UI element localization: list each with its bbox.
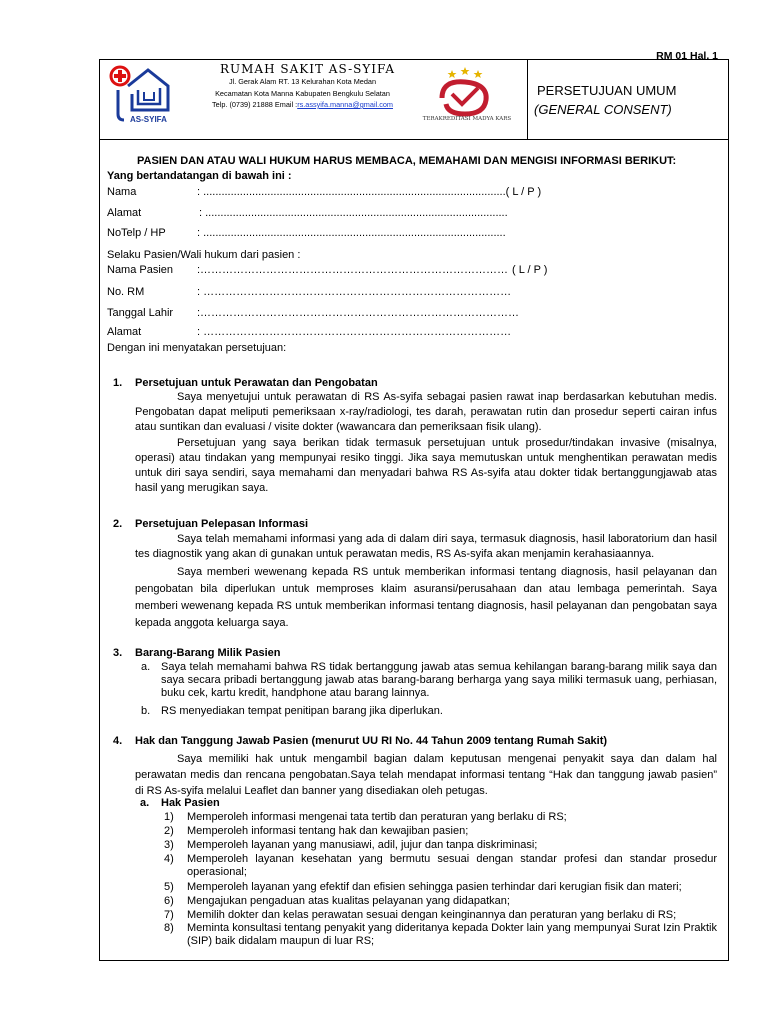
section-2-number: 2.	[113, 518, 123, 530]
document-title: PERSETUJUAN UMUM	[537, 83, 677, 98]
gender-option: ( L / P )	[512, 264, 548, 276]
statement-text: Dengan ini menyatakan persetujuan:	[107, 342, 287, 354]
section-4a-title: Hak Pasien	[161, 797, 220, 809]
right-7-text: Memilih dokter dan kelas perawatan sesuai dengan keinginannya dan peraturan yang berlaku di RS;	[187, 909, 677, 921]
header-vertical-divider	[527, 59, 528, 139]
alamat-pasien-label: Alamat	[107, 326, 142, 338]
alamat-pasien-field[interactable]: : …………………………………………………………………………	[197, 326, 512, 338]
section-1-title: Persetujuan untuk Perawatan dan Pengobatan	[135, 377, 378, 389]
hospital-name: RUMAH SAKIT AS-SYIFA	[219, 62, 395, 76]
section-4-title: Hak dan Tanggung Jawab Pasien (menurut UU RI No. 44 Tahun 2009 tentang Rumah Sakit)	[135, 735, 608, 747]
kars-accreditation-logo	[430, 64, 500, 118]
section-4-number: 4.	[113, 735, 123, 747]
no-rm-label: No. RM	[107, 286, 145, 298]
alamat-label: Alamat	[107, 207, 142, 219]
nama-field[interactable]: : ...................................................................................................( L / P )	[197, 186, 542, 198]
nama-pasien-label: Nama Pasien	[107, 264, 174, 276]
nama-label: Nama	[107, 186, 137, 198]
right-1-text: Memperoleh informasi mengenai tata tertib dan peraturan yang berlaku di RS;	[187, 811, 567, 823]
nama-pasien-field[interactable]: :…………………………………………………………………………	[197, 264, 509, 276]
selaku-text: Selaku Pasien/Wali hukum dari pasien :	[107, 249, 301, 261]
accreditation-label: TERAKREDITASI MADYA KARS	[422, 116, 512, 122]
section-3-a-text: Saya telah memahami bahwa RS tidak bertanggung jawab atas semua kehilangan barang-barang milik saya dan saya secara pribadi bertanggung jawab atas barang-barang berharga yang saya miliki termasuk uang, perhiasan, buku cek, kartu kredit, handphone atau barang lainnya.	[161, 661, 717, 699]
section-3-b-label: b.	[141, 705, 151, 717]
header-divider	[99, 139, 729, 140]
section-3-b-text: RS menyediakan tempat penitipan barang jika diperlukan.	[161, 705, 443, 717]
right-6-number: 6)	[164, 895, 174, 907]
right-7-number: 7)	[164, 909, 174, 921]
section-3-number: 3.	[113, 647, 123, 659]
section-3-a-label: a.	[141, 661, 151, 673]
right-8-number: 8)	[164, 922, 174, 934]
form-code: RM 01 Hal. 1	[656, 50, 718, 62]
notelp-label: NoTelp / HP	[107, 227, 166, 239]
right-2-number: 2)	[164, 825, 174, 837]
alamat-field[interactable]: : ...................................................................................................	[199, 207, 508, 219]
right-3-text: Memperoleh layanan yang manusiawi, adil, jujur dan tanpa diskriminasi;	[187, 839, 538, 851]
right-4-number: 4)	[164, 853, 174, 865]
right-4-text: Memperoleh layanan kesehatan yang bermutu sesuai dengan standar profesi dan standar prosedur operasional;	[187, 853, 717, 878]
section-2-paragraph-2: Saya memberi wewenang kepada RS untuk memberikan informasi tentang diagnosis, hasil pelayanan dan pengobatan bila diperlukan untuk memproses klaim asuransi/perusahaan dan atau lembaga pemerintah. Saya memberi wewenang kepada RS untuk memberikan informasi tentang diagnosis, hasil pelayanan dan pengobatan saya kepada anggota keluarga saya.	[135, 566, 717, 629]
section-3-title: Barang-Barang Milik Pasien	[135, 647, 281, 659]
logo-text: AS-SYIFA	[130, 115, 167, 124]
phone-text: Telp. (0739) 21888 Email :	[212, 100, 298, 109]
email-link[interactable]: rs.assyifa.manna@gmail.com	[297, 100, 393, 109]
section-1-paragraph-2: Persetujuan yang saya berikan tidak termasuk persetujuan untuk prosedur/tindakan invasive (misalnya, operasi) atau tindakan yang mempunyai resiko tinggi. Jika saya memutuskan untuk menghentikan perawatan medis untuk diri saya sendiri, saya memahami dan menyadari bahwa RS As-syifa atau dokter tidak bertanggungjawab atas hasil yang merugikan saya.	[135, 437, 717, 494]
right-2-text: Memperoleh informasi tentang hak dan kewajiban pasien;	[187, 825, 469, 837]
signer-label: Yang bertandatangan di bawah ini :	[107, 170, 292, 182]
instruction-heading: PASIEN DAN ATAU WALI HUKUM HARUS MEMBACA, MEMAHAMI DAN MENGISI INFORMASI BERIKUT:	[137, 155, 677, 167]
address-line-1: Jl. Gerak Alam RT. 13 Kelurahan Kota Medan	[228, 77, 377, 86]
tanggal-lahir-field[interactable]: :……………………………………………………………………………	[197, 307, 520, 319]
section-1-paragraph-1: Saya menyetujui untuk perawatan di RS As-syifa sebagai pasien rawat inap berdasarkan kebutuhan medis. Pengobatan dapat meliputi pemeriksaan x-ray/radiologi, tes darah, perawatan rutin dan prosedur seperti cairan infus atau suntikan dan evaluasi / visite dokter (wawancara dan pemeriksaan fisik ulang).	[135, 391, 717, 433]
tanggal-lahir-label: Tanggal Lahir	[107, 307, 174, 319]
section-1-number: 1.	[113, 377, 123, 389]
right-1-number: 1)	[164, 811, 174, 823]
address-line-2: Kecamatan Kota Manna Kabupaten Bengkulu Selatan	[215, 89, 390, 98]
section-4a-label: a.	[140, 797, 150, 809]
right-8-text: Meminta konsultasi tentang penyakit yang dideritanya kepada Dokter lain yang mempunyai Surat Izin Praktik (SIP) baik didalam maupun di luar RS;	[187, 922, 717, 947]
contact-line	[180, 100, 425, 109]
right-5-number: 5)	[164, 881, 174, 893]
right-5-text: Memperoleh layanan yang efektif dan efisien sehingga pasien terhindar dari kerugian fisik dan materi;	[187, 881, 682, 893]
right-3-number: 3)	[164, 839, 174, 851]
document-subtitle: (GENERAL CONSENT)	[534, 102, 672, 117]
no-rm-field[interactable]: : …………………………………………………………………………	[197, 286, 512, 298]
section-4-paragraph: Saya memiliki hak untuk mengambil bagian dalam keputusan mengenai penyakit saya dan dalam hal perawatan medis dan rencana pengobatan.Saya telah mendapat informasi tentang “Hak dan tanggung jawab pasien” di RS As-syifa melalui Leaflet dan banner yang disediakan oleh petugas.	[135, 753, 717, 797]
section-2-title: Persetujuan Pelepasan Informasi	[135, 518, 309, 530]
hospital-logo	[108, 64, 172, 126]
section-2-paragraph-1: Saya telah memahami informasi yang ada di dalam diri saya, termasuk diagnosis, hasil laboratorium dan hasil tes diagnostik yang akan di gunakan untuk perawatan medis, RS As-syifa akan menjamin kerahasiaannya.	[135, 533, 717, 560]
right-6-text: Mengajukan pengaduan atas kualitas pelayanan yang didapatkan;	[187, 895, 510, 907]
notelp-field[interactable]: : ...................................................................................................	[197, 227, 506, 239]
